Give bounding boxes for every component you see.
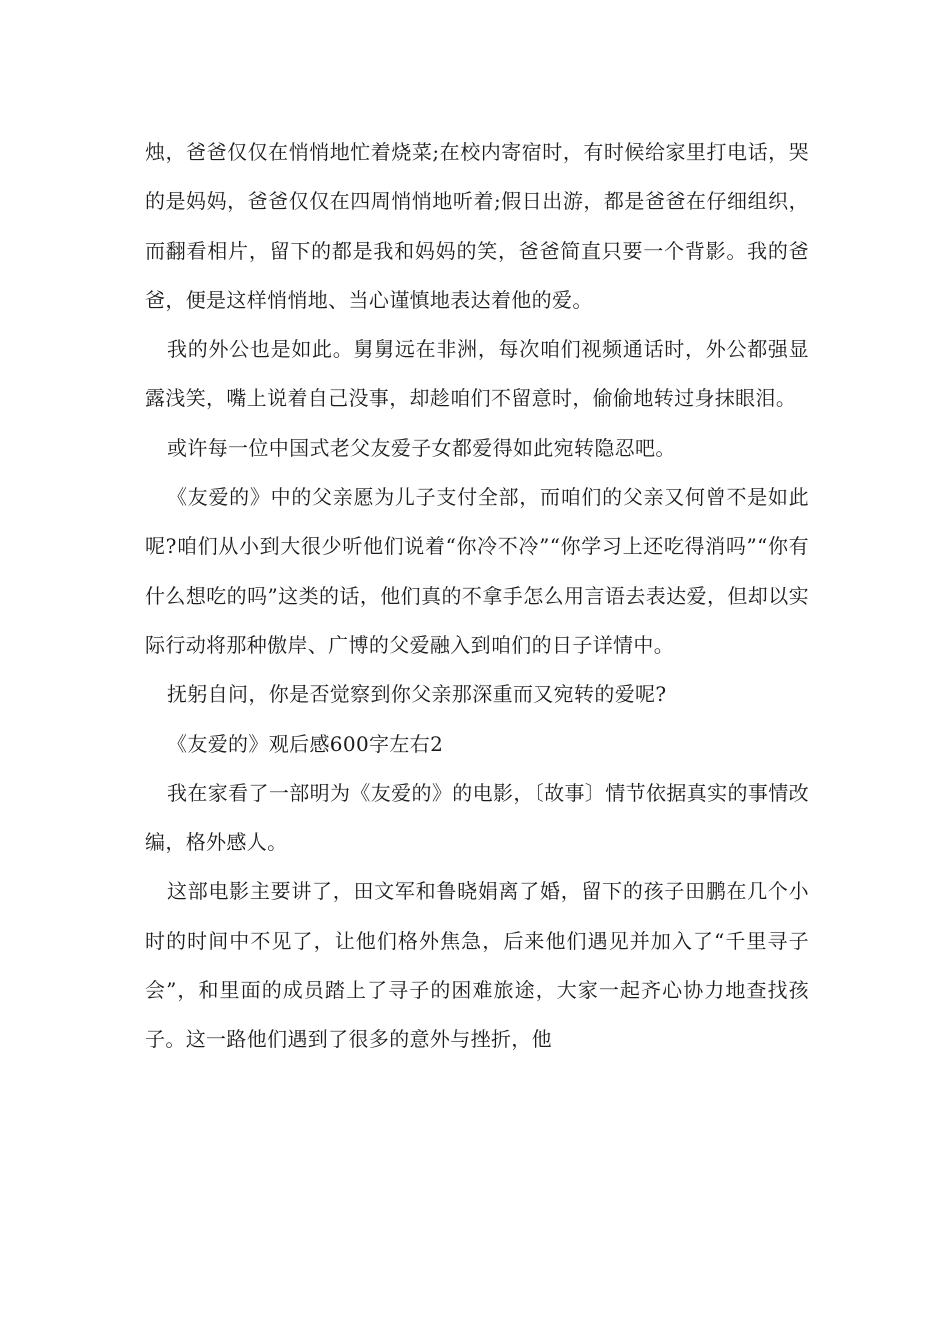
paragraph-1: 烛，爸爸仅仅在悄悄地忙着烧菜;在校内寄宿时，有时候给家里打电话，哭的是妈妈，爸爸仅仅在四周悄悄地听着;假日出游，都是爸爸在仔细组织，而翻看相片，留下的都是我和妈妈的笑，爸爸简直只要一个背影。我的爸爸，便是这样悄悄地、当心谨慎地表达着他的爱。 [145,140,809,312]
paragraph-8: 这部电影主要讲了，田文军和鲁晓娟离了婚，留下的孩子田鹏在几个小时的时间中不见了，让他们格外焦急，后来他们遇见并加入了“千里寻子会”，和里面的成员踏上了寻子的困难旅途，大家一起齐心协力地查找孩子。这一路他们遇到了很多的意外与挫折，他 [145,879,809,1052]
paragraph-3: 或许每一位中国式老父友爱子女都爱得如此宛转隐忍吧。 [167,435,676,460]
paragraph-2: 我的外公也是如此。舅舅远在非洲，每次咱们视频通话时，外公都强显露浅笑，嘴上说着自己没事，却趁咱们不留意时，偷偷地转过身抹眼泪。 [145,337,809,411]
section-heading: 《友爱的》观后感600字左右2 [167,731,444,756]
paragraph-5: 抚躬自问，你是否觉察到你父亲那深重而又宛转的爱呢? [167,682,667,707]
paragraph-4: 《友爱的》中的父亲愿为儿子支付全部，而咱们的父亲又何曾不是如此呢?咱们从小到大很少听他们说着“你冷不冷”“你学习上还吃得消吗”“你有什么想吃的吗”这类的话，他们真的不拿手怎么用言语去表达爱，但却以实际行动将那种傲岸、广博的父爱融入到咱们的日子详情中。 [145,485,809,657]
document-body [145,128,809,1065]
paragraph-7: 我在家看了一部明为《友爱的》的电影，〔故事〕情节依据真实的事情改编，格外感人。 [145,780,809,855]
